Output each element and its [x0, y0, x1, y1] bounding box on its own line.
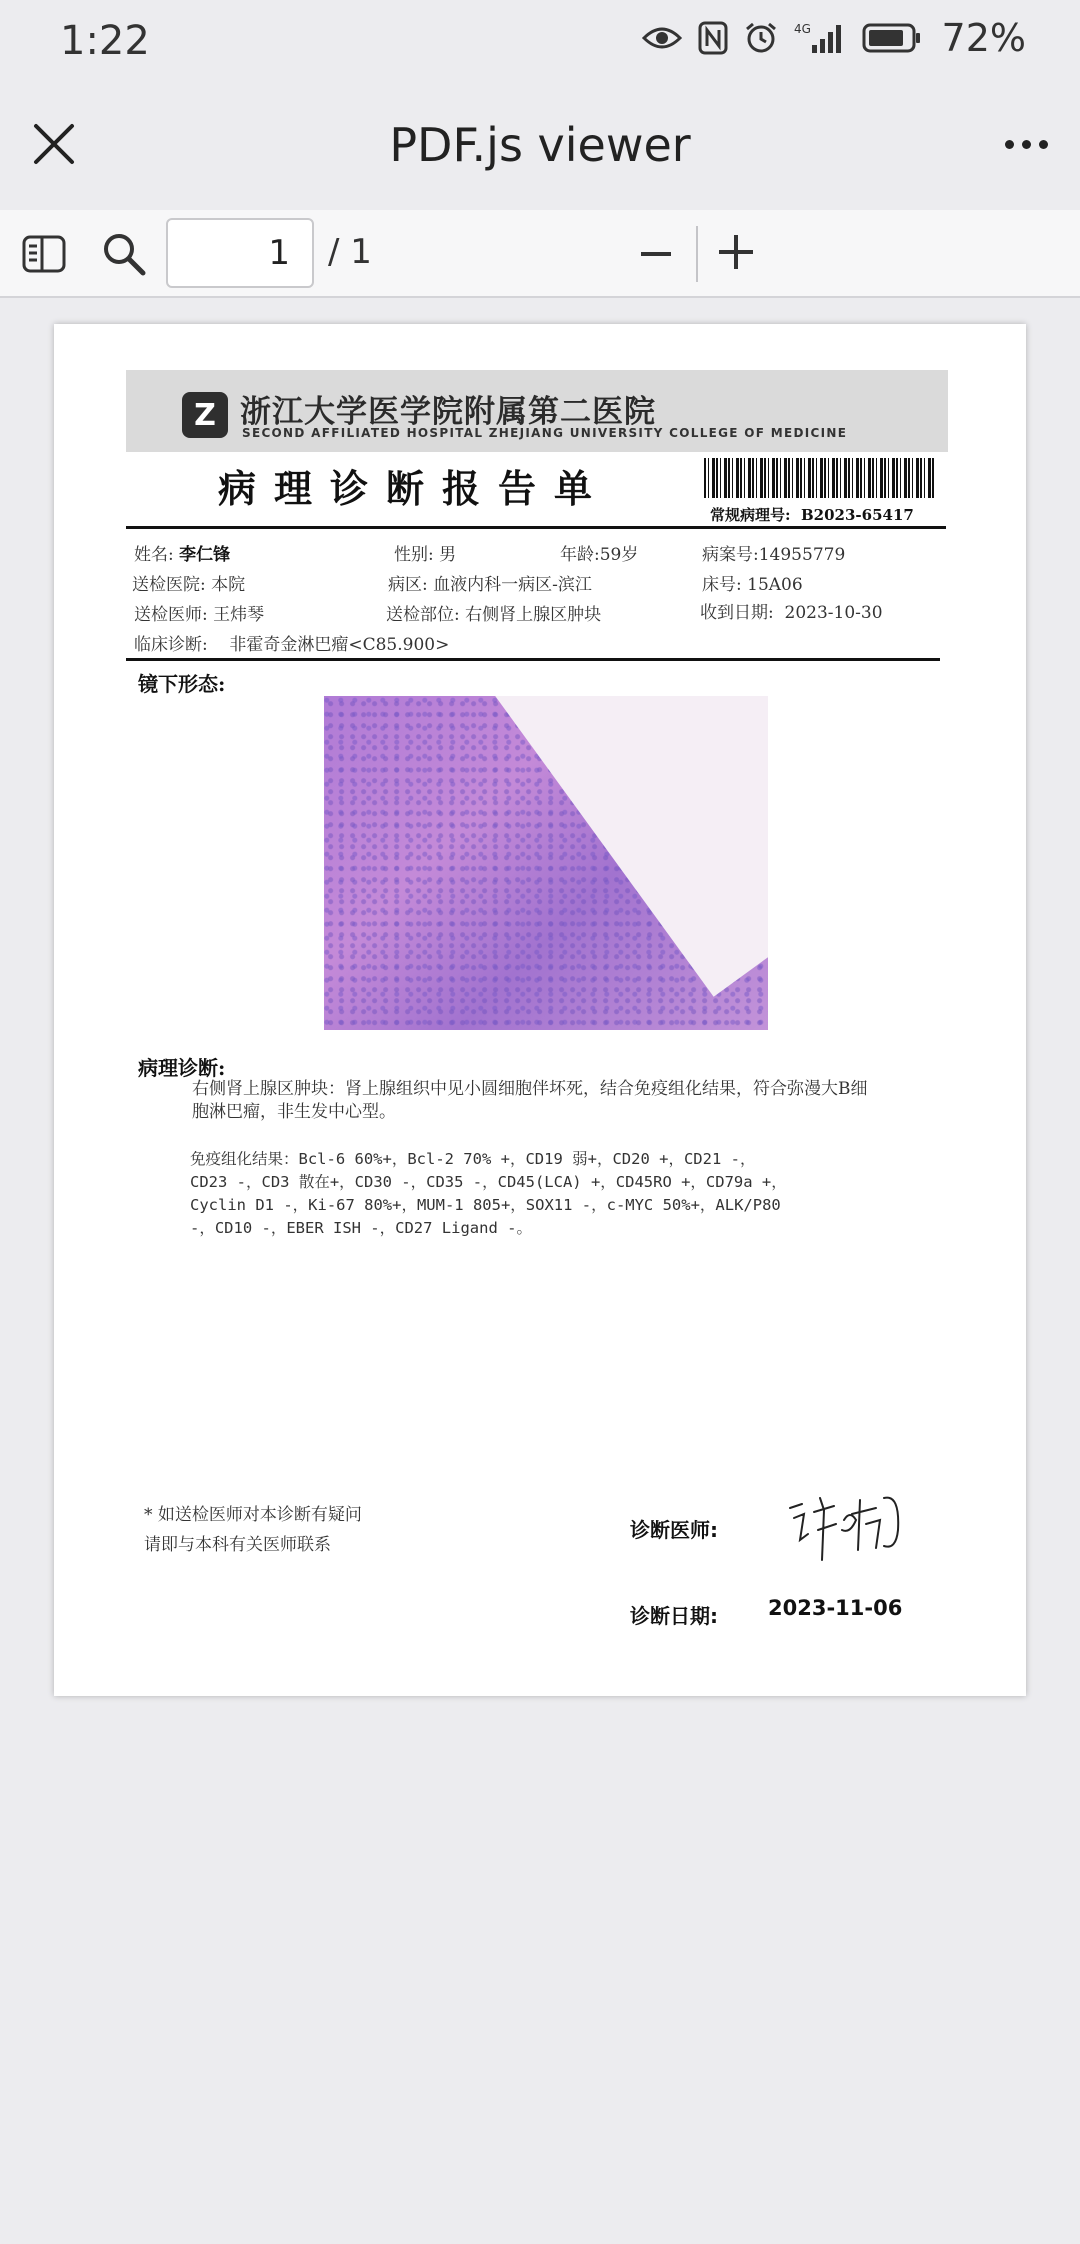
battery-icon: [862, 22, 922, 54]
hospital-header: [126, 370, 948, 452]
pdf-toolbar: [0, 210, 1080, 298]
microscopy-background: [408, 696, 768, 997]
more-dot: [1039, 140, 1048, 149]
status-bar: [0, 0, 1080, 84]
diagnosis-date: 2023-11-06: [768, 1596, 903, 1620]
diagnosis-label: 病理诊断:: [138, 1056, 226, 1080]
status-icons: [642, 16, 1026, 60]
minus-icon: [638, 236, 674, 272]
submitting-doctor: 送检医师: 王炜琴: [134, 605, 265, 625]
received-date: 收到日期: 2023-10-30: [700, 603, 883, 623]
divider: [126, 526, 946, 529]
search-icon: [101, 231, 147, 277]
pdf-page: [54, 324, 1026, 1696]
page-count: / 1: [328, 232, 372, 272]
app-bar: [0, 84, 1080, 210]
specimen-site: 送检部位: 右侧肾上腺区肿块: [386, 605, 602, 625]
record-number: 病案号:14955779: [702, 545, 846, 565]
ihc-results: 免疫组化结果：Bcl-6 60%+，Bcl-2 70% +，CD19 弱+，CD20 +，CD21 -， CD23 -，CD3 散在+，CD30 -，CD35 -，CD45(LCA) +，CD45RO +，CD79a +， Cyclin D1 -，Ki-67 80%+，MUM-1 805+，SOX11 -，c-MYC 50%+，ALK/P80 -，CD10 -，EBER ISH -，CD27 Ligand -。: [190, 1150, 787, 1237]
footnote-line: * 如送检医师对本诊断有疑问: [144, 1505, 362, 1525]
more-options-button[interactable]: [994, 112, 1058, 176]
toolbar-divider: [696, 226, 698, 282]
search-button[interactable]: [96, 226, 152, 282]
patient-sex: 性别: 男: [394, 545, 457, 565]
microscopy-image: [324, 696, 768, 1030]
micro-label: 镜下形态:: [138, 672, 226, 696]
bed-number: 床号: 15A06: [702, 575, 803, 595]
signal-4g-icon: [794, 21, 846, 55]
hospital-name-en: SECOND AFFILIATED HOSPITAL ZHEJIANG UNIVERSITY COLLEGE OF MEDICINE: [242, 426, 848, 440]
patient-name: 姓名: 李仁锋: [134, 545, 231, 565]
more-dot: [1005, 140, 1014, 149]
signer-label: 诊断医师:: [630, 1518, 718, 1542]
hospital-logo: Z: [182, 392, 228, 438]
footnote: [144, 1500, 362, 1560]
hospital-name-cn: 浙江大学医学院附属第二医院: [240, 394, 656, 430]
signature: [780, 1490, 910, 1566]
sidebar-toggle-icon: [22, 234, 66, 274]
plus-icon: [716, 232, 756, 272]
alarm-icon: [744, 21, 778, 55]
more-dot: [1022, 140, 1031, 149]
sidebar-toggle-button[interactable]: [18, 228, 70, 280]
eye-icon: [642, 24, 682, 52]
status-time: 1:22: [60, 18, 150, 64]
case-number: 常规病理号: B2023-65417: [710, 506, 914, 524]
page-title: PDF.js viewer: [389, 118, 691, 172]
submitting-hospital: 送检医院: 本院: [132, 575, 246, 595]
zoom-in-button[interactable]: [708, 224, 764, 280]
page-number-input[interactable]: [166, 218, 314, 288]
diagnosis-text: 右侧肾上腺区肿块：肾上腺组织中见小圆细胞伴坏死，结合免疫组化结果，符合弥漫大B细胞淋巴瘤，非生发中心型。: [192, 1079, 868, 1122]
patient-age: 年龄:59岁: [560, 545, 639, 565]
divider: [126, 658, 940, 661]
date-label: 诊断日期:: [630, 1604, 718, 1628]
ward: 病区: 血液内科一病区-滨江: [388, 575, 592, 595]
barcode: [704, 458, 934, 498]
clinical-diagnosis: 临床诊断: 非霍奇金淋巴瘤<C85.900>: [134, 635, 450, 655]
zoom-out-button[interactable]: [630, 228, 682, 280]
nfc-icon: [698, 21, 728, 55]
footnote-line: 请即与本科有关医师联系: [144, 1535, 331, 1555]
battery-percent: 72%: [941, 16, 1026, 60]
svg-text:4G: 4G: [793, 22, 811, 36]
report-title: 病理诊断报告单: [218, 466, 611, 511]
